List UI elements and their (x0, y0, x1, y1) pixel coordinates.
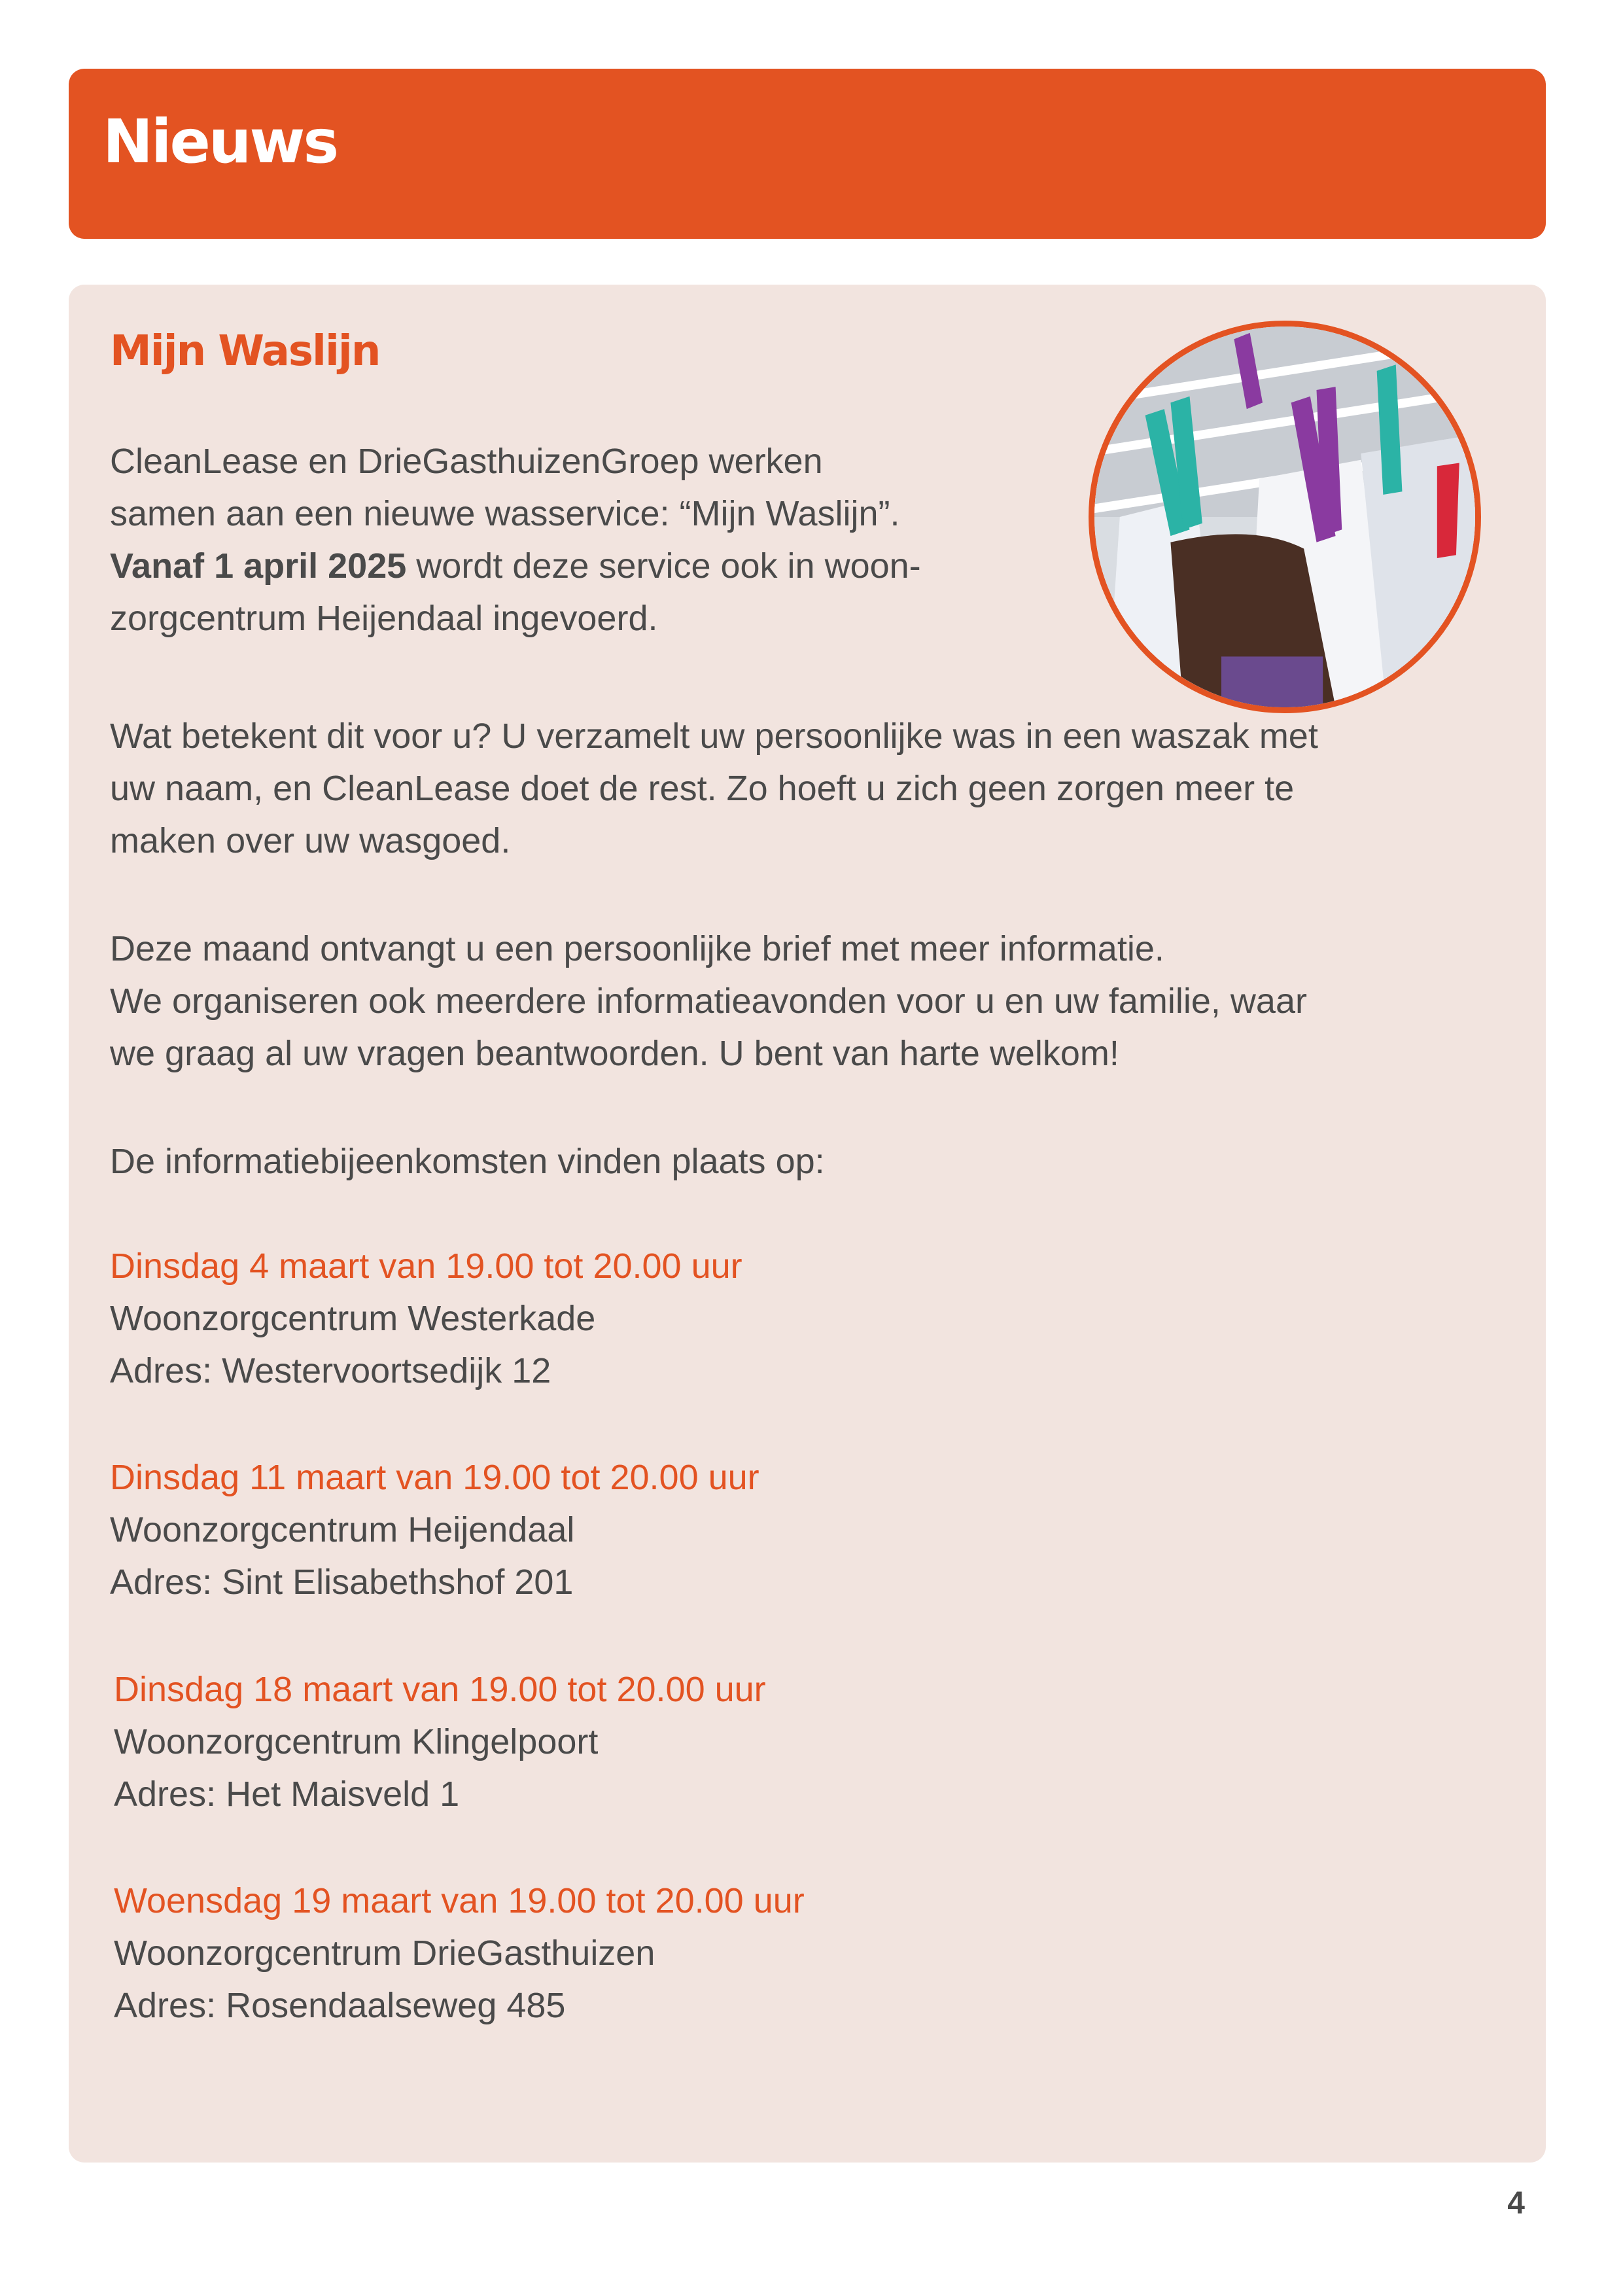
session-3-address: Adres: Het Maisveld 1 (114, 1775, 460, 1814)
laundry-photo (1089, 321, 1481, 713)
para3-line-3: we graag al uw vragen beantwoorden. U bent van harte welkom! (110, 1034, 1119, 1073)
intro-line-2: samen aan een nieuwe wasservice: “Mijn Waslijn”. (110, 494, 900, 533)
intro-line-3-rest: wordt deze service ook in woon- (406, 546, 921, 586)
para3-line-1: Deze maand ontvangt u een persoonlijke brief met meer informatie. (110, 929, 1164, 968)
para2-line-2: uw naam, en CleanLease doet de rest. Zo hoeft u zich geen zorgen meer te (110, 769, 1295, 808)
session-2-location: Woonzorgcentrum Heijendaal (110, 1510, 575, 1549)
para2-line-1: Wat betekent dit voor u? U verzamelt uw persoonlijke was in een waszak met (110, 716, 1318, 756)
intro-line-1: CleanLease en DrieGasthuizenGroep werken (110, 442, 823, 481)
session-3-location: Woonzorgcentrum Klingelpoort (114, 1722, 599, 1761)
para3-line-2: We organiseren ook meerdere informatieavonden voor u en uw familie, waar (110, 981, 1307, 1021)
intro-date-bold: Vanaf 1 april 2025 (110, 546, 407, 586)
intro-line-4: zorgcentrum Heijendaal ingevoerd. (110, 599, 658, 638)
session-2-address: Adres: Sint Elisabethshof 201 (110, 1563, 574, 1602)
page-title: Nieuws (103, 107, 338, 177)
session-1-location: Woonzorgcentrum Westerkade (110, 1299, 596, 1338)
session-3-when: Dinsdag 18 maart van 19.00 tot 20.00 uur (114, 1670, 766, 1709)
session-2-when: Dinsdag 11 maart van 19.00 tot 20.00 uur (110, 1458, 759, 1497)
session-4-address: Adres: Rosendaalseweg 485 (114, 1986, 566, 2025)
session-1-when: Dinsdag 4 maart van 19.00 tot 20.00 uur (110, 1246, 742, 1286)
sessions-intro: De informatiebijeenkomsten vinden plaats op: (110, 1142, 825, 1181)
session-4-when: Woensdag 19 maart van 19.00 tot 20.00 uur (114, 1881, 805, 1920)
header-banner (69, 69, 1546, 239)
intro-line-3 (110, 540, 921, 592)
para2-line-3: maken over uw wasgoed. (110, 821, 511, 860)
article-title: Mijn Waslijn (110, 327, 380, 376)
session-1-address: Adres: Westervoortsedijk 12 (110, 1351, 551, 1390)
page-number: 4 (1507, 2186, 1525, 2221)
session-4-location: Woonzorgcentrum DrieGasthuizen (114, 1934, 655, 1973)
